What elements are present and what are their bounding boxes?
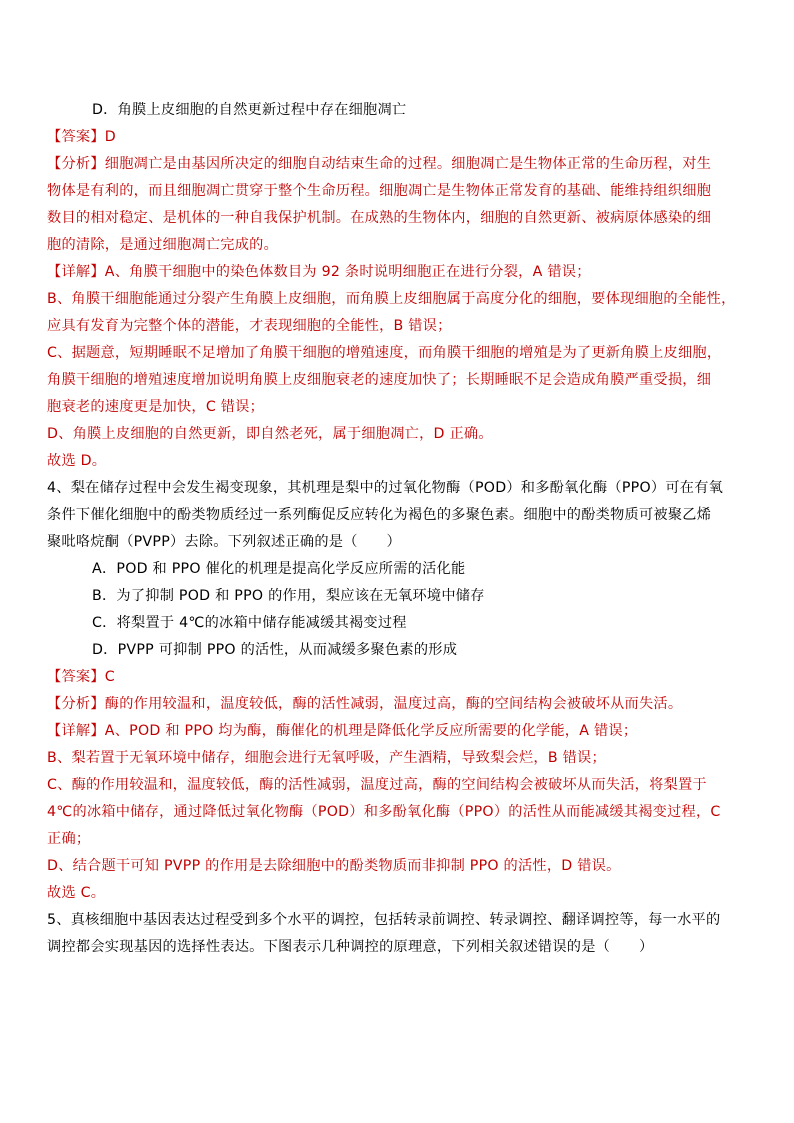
q3-answer bbox=[47, 127, 757, 147]
q3-analysis-line-3: 数目的相对稳定、是机体的一种自我保护机制。在成熟的生物体内，细胞的自然更新、被病原体感染的细 bbox=[47, 210, 712, 226]
q4-option-d: D．PVPP 可抑制 PPO 的活性，从而减缓多聚色素的形成 bbox=[92, 642, 458, 658]
q4-detail-line-2: B、梨若置于无氧环境中储存，细胞会进行无氧呼吸，产生酒精，导致梨会烂，B 错误； bbox=[47, 750, 606, 766]
q3-analysis-line-1 bbox=[47, 154, 757, 174]
q4-answer bbox=[47, 667, 757, 687]
answer-tag: 【答案】 bbox=[47, 669, 105, 685]
q4-detail-line-6: D、结合题干可知 PVPP 的作用是去除细胞中的酚类物质而非抑制 PPO 的活性，D 错误。 bbox=[47, 858, 621, 874]
q4-stem-line-1: 4、梨在储存过程中会发生褐变现象，其机理是梨中的过氧化物酶（POD）和多酚氧化酶（PPO）可在有氧 bbox=[47, 480, 724, 496]
q4-option-c: C．将梨置于 4℃的冰箱中储存能减缓其褐变过程 bbox=[92, 615, 407, 631]
q3-option-d: D．角膜上皮细胞的自然更新过程中存在细胞凋亡 bbox=[92, 102, 407, 118]
q3-detail-line-2: B、角膜干细胞能通过分裂产生角膜上皮细胞，而角膜上皮细胞属于高度分化的细胞，要体现细胞的全能性， bbox=[47, 291, 736, 307]
q3-detail-line-5: 角膜干细胞的增殖速度增加说明角膜上皮细胞衰老的速度加快了；长期睡眠不足会造成角膜严重受损，细 bbox=[47, 372, 712, 388]
q3-detail-line-7: D、角膜上皮细胞的自然更新，即自然老死，属于细胞凋亡，D 正确。 bbox=[47, 426, 493, 442]
q4-choose: 故选 C。 bbox=[47, 885, 106, 901]
detail-tag: 【详解】 bbox=[47, 264, 105, 280]
detail-tag: 【详解】 bbox=[47, 723, 105, 739]
q3-analysis-line-2: 物体是有利的，而且细胞凋亡贯穿于整个生命历程。细胞凋亡是生物体正常发育的基础、能维持组织细胞 bbox=[47, 183, 712, 199]
q4-detail-line-3: C、酶的作用较温和，温度较低，酶的活性减弱，温度过高，酶的空间结构会被破坏从而失活，将梨置于 bbox=[47, 777, 707, 793]
q5-stem-line-2: 调控都会实现基因的选择性表达。下图表示几种调控的原理意，下列相关叙述错误的是（ ） bbox=[47, 939, 654, 955]
q3-detail-line-3: 应具有发育为完整个体的潜能，才表现细胞的全能性，B 错误； bbox=[47, 318, 452, 334]
analysis-tag: 【分析】 bbox=[47, 156, 105, 172]
q5-stem-line-1: 5、真核细胞中基因表达过程受到多个水平的调控，包括转录前调控、转录调控、翻译调控等，每一水平的 bbox=[47, 912, 721, 928]
q4-detail-line-1 bbox=[47, 721, 757, 741]
q4-stem-line-2: 条件下催化细胞中的酚类物质经过一系列酶促反应转化为褐色的多聚色素。细胞中的酚类物质可被聚乙烯 bbox=[47, 507, 712, 523]
analysis-text: 细胞凋亡是由基因所决定的细胞自动结束生命的过程。细胞凋亡是生物体正常的生命历程，对生 bbox=[104, 156, 712, 172]
q3-choose: 故选 D。 bbox=[47, 453, 107, 469]
q4-stem-line-3: 聚吡咯烷酮（PVPP）去除。下列叙述正确的是（ ） bbox=[47, 534, 401, 550]
q3-detail-line-1 bbox=[47, 262, 757, 282]
q4-detail-line-5: 正确； bbox=[47, 831, 91, 847]
q3-analysis-line-4: 胞的清除，是通过细胞凋亡完成的。 bbox=[47, 237, 279, 253]
analysis-text: 酶的作用较温和，温度较低，酶的活性减弱，温度过高，酶的空间结构会被破坏从而失活。 bbox=[104, 696, 683, 712]
detail-text: A、POD 和 PPO 均为酶，酶催化的机理是降低化学反应所需要的化学能，A 错误； bbox=[104, 723, 638, 739]
q4-option-a: A．POD 和 PPO 催化的机理是提高化学反应所需的活化能 bbox=[92, 561, 466, 577]
q3-detail-line-6: 胞衰老的速度更是加快，C 错误； bbox=[47, 399, 265, 415]
q4-analysis bbox=[47, 694, 757, 714]
answer-value: C bbox=[104, 669, 115, 685]
q4-option-b: B．为了抑制 POD 和 PPO 的作用，梨应该在无氧环境中储存 bbox=[92, 588, 485, 604]
answer-tag: 【答案】 bbox=[47, 129, 105, 145]
answer-value: D bbox=[104, 129, 116, 145]
q4-detail-line-4: 4℃的冰箱中储存，通过降低过氧化物酶（POD）和多酚氧化酶（PPO）的活性从而能减缓其褐变过程，C bbox=[47, 804, 721, 820]
analysis-tag: 【分析】 bbox=[47, 696, 105, 712]
q3-detail-line-4: C、据题意，短期睡眠不足增加了角膜干细胞的增殖速度，而角膜干细胞的增殖是为了更新角膜上皮细胞， bbox=[47, 345, 722, 361]
detail-text: A、角膜干细胞中的染色体数目为 92 条时说明细胞正在进行分裂，A 错误； bbox=[104, 264, 591, 280]
